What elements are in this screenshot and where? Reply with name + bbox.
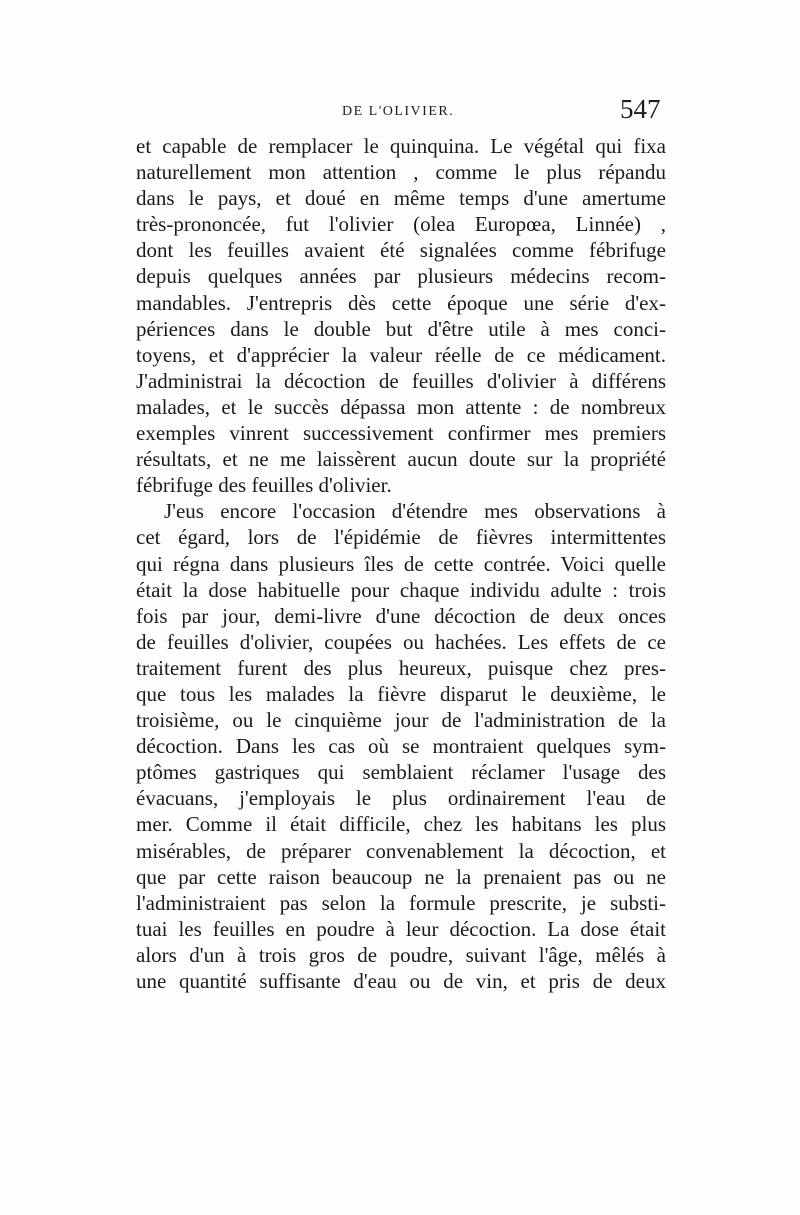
paragraph-2 — [136, 498, 666, 994]
text-line: J'administrai la décoction de feuilles d'olivier à différens — [136, 368, 666, 393]
text-line: que tous les malades la fièvre disparut le deuxième, le — [136, 681, 666, 706]
text-line: traitement furent des plus heureux, puisque chez pres- — [136, 655, 666, 680]
text-line: troisième, ou le cinquième jour de l'administration de la — [136, 708, 666, 733]
text-line: tuai les feuilles en poudre à leur décoction. La dose était — [136, 916, 666, 941]
running-title: DE L'OLIVIER. — [342, 104, 455, 119]
text-line: depuis quelques années par plusieurs médecins recom- — [136, 264, 666, 289]
running-header — [0, 92, 800, 132]
text-line: une quantité suffisante d'eau ou de vin, et pris de deux — [136, 969, 666, 993]
text-line: résultats, et ne me laissèrent aucun doute sur la propriété — [136, 447, 666, 472]
body-text — [136, 133, 666, 994]
text-line: malades, et le succès dépassa mon attente : de nombreux — [136, 394, 666, 419]
text-line: qui régna dans plusieurs îles de cette contrée. Voici quelle — [136, 551, 666, 576]
text-line: J'eus encore l'occasion d'étendre mes observations à — [164, 499, 666, 524]
text-line: de feuilles d'olivier, coupées ou hachées. Les effets de ce — [136, 629, 666, 654]
text-line: dont les feuilles avaient été signalées comme fébrifuge — [136, 238, 666, 263]
text-line: évacuans, j'employais le plus ordinairement l'eau de — [136, 786, 666, 811]
text-line: très-prononcée, fut l'olivier (olea Europœa, Linnée) , — [136, 212, 666, 237]
text-line: ptômes gastriques qui semblaient réclamer l'usage des — [136, 760, 666, 785]
text-line: était la dose habituelle pour chaque individu adulte : trois — [136, 577, 666, 602]
text-line: alors d'un à trois gros de poudre, suivant l'âge, mêlés à — [136, 942, 666, 967]
text-line: que par cette raison beaucoup ne la prenaient pas ou ne — [136, 864, 666, 889]
text-line: dans le pays, et doué en même temps d'une amertume — [136, 186, 666, 211]
text-line: périences dans le double but d'être utile à mes conci- — [136, 316, 666, 341]
text-line: mer. Comme il était difficile, chez les habitans les plus — [136, 812, 666, 837]
text-line: et capable de remplacer le quinquina. Le végétal qui fixa — [136, 134, 666, 158]
text-line: fébrifuge des feuilles d'olivier. — [136, 473, 392, 498]
text-line: toyens, et d'apprécier la valeur réelle de ce médicament. — [136, 342, 666, 367]
paragraph-1 — [136, 133, 666, 498]
text-line: exemples vinrent successivement confirmer mes premiers — [136, 421, 666, 446]
text-line: décoction. Dans les cas où se montraient quelques sym- — [136, 734, 666, 759]
text-line: fois par jour, demi-livre d'une décoction de deux onces — [136, 603, 666, 628]
text-line: cet égard, lors de l'épidémie de fièvres intermittentes — [136, 525, 666, 550]
page-number: 547 — [620, 94, 661, 124]
text-line: naturellement mon attention , comme le plus répandu — [136, 160, 666, 185]
text-line: l'administraient pas selon la formule prescrite, je substi- — [136, 890, 666, 915]
text-line: misérables, de préparer convenablement la décoction, et — [136, 838, 666, 863]
text-line: mandables. J'entrepris dès cette époque une série d'ex- — [136, 290, 666, 315]
